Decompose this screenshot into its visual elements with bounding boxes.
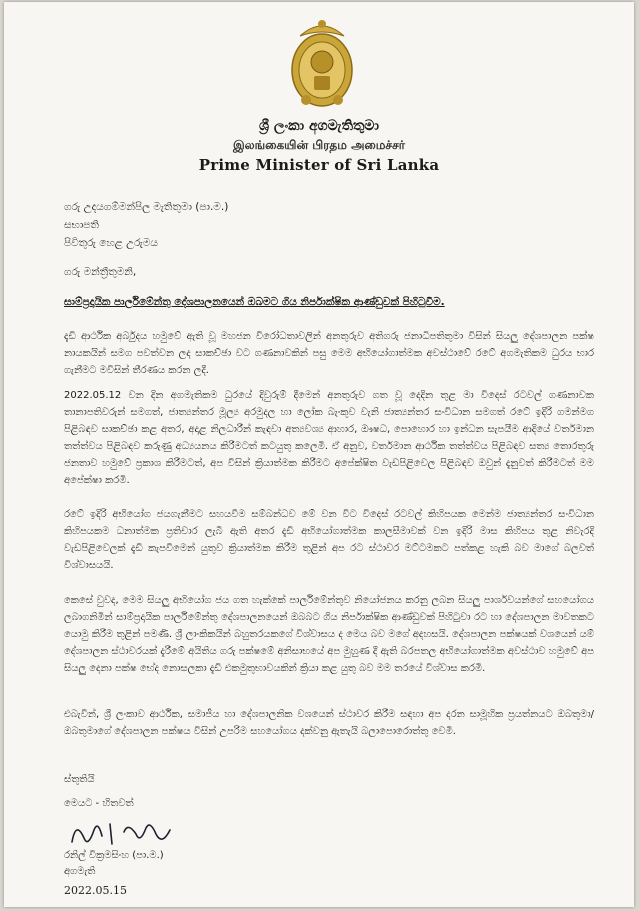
sri-lanka-emblem-icon [286, 16, 358, 112]
body-paragraph-1: දැඩි ආර්ථික අර්බුදය හමුවේ ඇති වූ මහජන විරෝධතාවලින් අනතුරුව අතිගරු ජනාධිපතිතුමා විසින් සියලු දේශපාලන පක්ෂ නායකයින් සමග පවත්වන ලද සාකච්ඡා වට ගණනාවකින් පසු මෙම අභියෝගාත්මක අවස්ථාවේ රටේ අගමැතිකම ධුරය භාර ගැනීමට මවිසින් තීරණය කරන ලදී. [64, 331, 594, 376]
salutation: ගරු මන්ත්‍රීතුමනි, [64, 266, 137, 278]
body-paragraph-2: 2022.05.12 වන දින අගමැතිකම ධුරයේ දිවුරුම් දීමෙන් අනතුරුව ගත වූ දෙදින තුළ මා විදෙස් රටවල් ගණනාවක තානාපතිවරුන් සමගත්, ජාත්‍යන්තර මූල්‍ය අරමුදල හා ලෝක බැංකුව වැනි ජාත්‍යන්තර සංවිධාන සමගත් රටේ ඉදිරි ගමන්මග පිළිබඳව සාකච්ඡා කළ අතර, අදාළ නිලධාරීන් කැඳවා අත්‍යවශ්‍ය ආහාර, ඖෂධ, පොහොර හා ඉන්ධන සැපයීම ආදියේ වර්තමාන තත්ත්වය පිළිබඳව කරුණු අධ්‍යයනය කිරීමටත් කටයුතු කලෙමි. ඒ අනුව, වර්තමාන ආර්ථික තත්ත්වය පිළිබඳව සත්‍ය තොරතුරු ජනතාව හමුවේ ප්‍රකාශ කිරීමටත්, අප විසින් ක්‍රියාත්මක කිරීමට අපේක්ෂිත වැඩපිළිවෙල පිළිබඳව ඔවුන් දැනුවත් කිරීමටත් මම අපේක්ෂා කරමි. [64, 390, 594, 486]
recipient-title: සභාපති [64, 219, 99, 231]
signatory-title: අගමැති [64, 866, 96, 877]
letterhead-english: Prime Minister of Sri Lanka [198, 156, 440, 174]
subject-line: සාම්ප්‍රදායික පාර්ලිමේන්තු දේශපාලනයෙන් ඔබමට ගිය නිර්පාක්ෂික ආණ්ඩුවක් පිහිටුවීම. [64, 296, 445, 308]
recipient-address [64, 198, 228, 252]
letter-date: 2022.05.15 [64, 884, 127, 897]
handwritten-signature [66, 814, 216, 852]
signatory-name: රනිල් වික්‍රමසිංහ (පා.ම.) [64, 850, 164, 861]
letterhead-sinhala: ශ්‍රී ලංකා අගමැතිතුමා [259, 118, 379, 134]
recipient-organization: පිවිතුරු හෙළ උරුමය [64, 237, 158, 249]
body-paragraph-3: රටේ ඉදිරි අභියෝග ජයගැනීමට සහයවීම සම්බන්ධව මේ වන විට විදෙස් රටවල් කිහිපයක මෙන්ම ජාත්‍යන්තර සංවිධාන කිහිපයකම ධනාත්මක ප්‍රතිචාර ලැබී ඇති අතර දැඩි අභියෝගාත්මක කාලසීමාවක් වන ඉදිරි මාස කිහිපය තුළ නිවැරදි වැඩපිළිවෙලක් දැඩි කැපවීමෙන් යුතුව ක්‍රියාත්මක කිරීම තුළින් අප රට ස්ථාවර මට්ටමකට පත්කළ හැකි බව මාගේ බලවත් විශ්වාසයයි. [64, 509, 594, 571]
closing-thanks: ස්තුතියි [64, 774, 95, 785]
body-paragraph-5: එබැවින්, ශ්‍රී ලංකාව ආර්ථික, සමාජීය හා දේශපාලනික වශයෙන් ස්ථාවර කිරීම සඳහා අප දරන සාමූහික ප්‍රයත්නයට ඔබතුමා/ ඔබතුමාගේ දේශපාලන පක්ෂය විසින් උපරිම සහයෝගය දක්වනු ඇතැයි බලාපොරොත්තු වෙමි. [64, 709, 594, 737]
body-paragraph-4: කෙසේ වුවද, මෙම සියලු අභියෝග ජය ගත හැක්කේ පාර්ලිමේන්තුව නියෝජනය කරනු ලබන සියලු පාර්ශවයන්ගේ සහයෝගය ලබාගනිමින් සාම්ප්‍රදායික පාර්ලිමේන්තු දේශපාලනයෙන් ඔබබට ගිය නිර්පාක්ෂික ආණ්ඩුවක් පිහිටුවා රට හා දේශපාලන මාවතකට යොමු කිරීම තුළින් පමණි. ශ්‍රී ලාංකිකයින් බහුතරයකගේ විශ්වාසය ද මෙය බව මගේ අදහසයි. දේශපාලන පක්ෂයක් වශයෙන් යම් දේශපාලන ස්ථාවරයක් දැරීමේ අයිතිය ගරු පක්ෂමේ අනිසාභයේ අප මුහුණ දී ඇති බරපතල අභියෝගාත්මක අවස්ථාව හමුවේ අප සියලු දෙනා පක්ෂ භේද නොසලකා දැඩි එකමුතුභාවයකින් ක්‍රියා කළ යුතු බව මම තරයේ විශ්වාස කරමි. [64, 595, 594, 674]
letter-page [4, 2, 634, 907]
letterhead-tamil: இலங்கையின் பிரதம அமைச்சர் [232, 138, 405, 152]
recipient-name: ගරු උදයගම්මන්පිල මැතිතුමා (පා.ම.) [64, 201, 229, 213]
closing-regards: මෙයට - හිතවත් [64, 798, 134, 809]
